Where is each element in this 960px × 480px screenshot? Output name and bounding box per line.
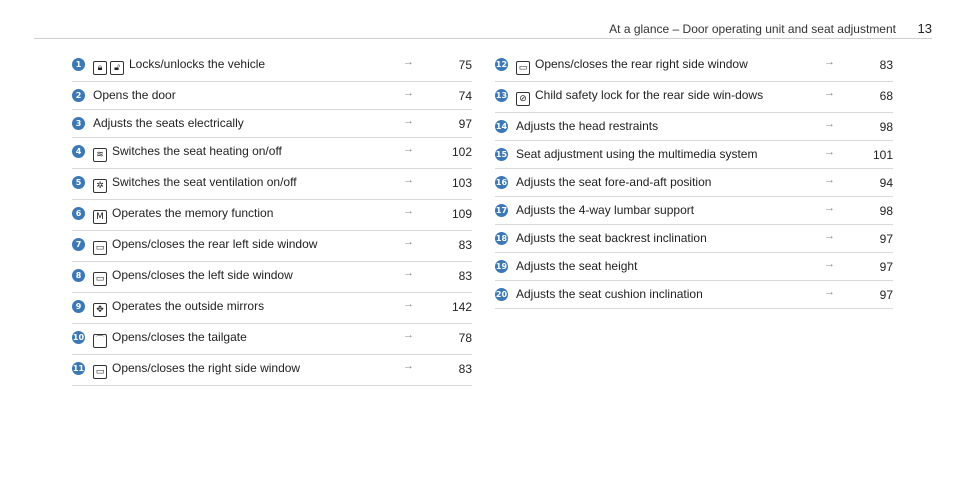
tailgate-icon: ⌒ — [93, 334, 107, 348]
arrow-right-icon: → — [403, 205, 414, 217]
legend-text — [516, 57, 893, 75]
legend-label: Adjusts the 4-way lumbar support — [516, 203, 695, 217]
legend-text — [93, 299, 472, 317]
page-reference[interactable]: 97 — [879, 232, 893, 246]
legend-row — [495, 169, 893, 197]
window-icon: ▭ — [93, 365, 107, 379]
page-reference[interactable]: 97 — [879, 260, 893, 274]
legend-text — [93, 361, 472, 379]
item-number-badge: 9 — [72, 300, 85, 313]
legend-row — [495, 225, 893, 253]
arrow-right-icon: → — [824, 202, 835, 214]
item-number-badge: 10 — [72, 333, 85, 342]
legend-label: Adjusts the seats electrically — [93, 116, 244, 130]
section-title: At a glance – Door operating unit and seat adjustment — [609, 22, 896, 36]
item-number-badge: 16 — [495, 178, 508, 187]
arrow-right-icon: → — [403, 56, 414, 68]
page-reference[interactable]: 142 — [451, 300, 472, 314]
legend-text — [93, 330, 472, 348]
legend-label: Operates the memory function — [112, 206, 274, 220]
legend-label: Opens/closes the right side window — [112, 361, 301, 375]
legend-row — [72, 231, 472, 262]
seat-heating-icon: ≋ — [93, 148, 107, 162]
legend-label: Switches the seat heating on/off — [112, 144, 282, 158]
page-reference[interactable]: 102 — [451, 145, 472, 159]
legend-label: Opens/closes the tailgate — [112, 330, 247, 344]
item-number-badge: 1 — [72, 58, 85, 71]
legend-label: Child safety lock for the rear side win-dows — [535, 88, 764, 102]
item-number-badge: 3 — [72, 117, 85, 130]
item-number-badge: 15 — [495, 150, 508, 159]
legend-row — [72, 169, 472, 200]
legend-text — [516, 119, 893, 134]
legend-label: Locks/unlocks the vehicle — [129, 57, 266, 71]
item-number-badge: 19 — [495, 262, 508, 271]
legend-label: Adjusts the seat height — [516, 259, 638, 273]
page-header — [34, 20, 932, 39]
item-number-badge: 8 — [72, 269, 85, 282]
legend-label: Adjusts the seat backrest inclination — [516, 231, 707, 245]
child-lock-icon: ⊘ — [516, 92, 530, 106]
legend-row — [495, 253, 893, 281]
item-number-badge: 20 — [495, 290, 508, 299]
item-number-badge: 14 — [495, 122, 508, 131]
page-reference[interactable]: 68 — [879, 89, 893, 103]
page-reference[interactable]: 78 — [458, 331, 472, 345]
arrow-right-icon: → — [824, 286, 835, 298]
legend-row — [72, 200, 472, 231]
legend-text — [516, 88, 893, 106]
legend-label: Opens the door — [93, 88, 176, 102]
arrow-right-icon: → — [403, 236, 414, 248]
memory-icon: M — [93, 210, 107, 224]
legend-text — [516, 287, 893, 302]
legend-text — [516, 175, 893, 190]
legend-label: Opens/closes the rear right side window — [535, 57, 748, 71]
unlock-icon: 🔓︎ — [110, 61, 124, 75]
page-reference[interactable]: 94 — [879, 176, 893, 190]
legend-text — [516, 231, 893, 246]
item-number-badge: 2 — [72, 89, 85, 102]
legend-text — [93, 57, 472, 75]
legend-text — [93, 175, 472, 193]
page-reference[interactable]: 98 — [879, 120, 893, 134]
legend-row — [495, 281, 893, 309]
legend-label: Operates the outside mirrors — [112, 299, 265, 313]
legend-row — [72, 293, 472, 324]
arrow-right-icon: → — [824, 146, 835, 158]
legend-text — [93, 237, 472, 255]
lock-icon: 🔒︎ — [93, 61, 107, 75]
arrow-right-icon: → — [403, 87, 414, 99]
arrow-right-icon: → — [403, 174, 414, 186]
item-number-badge: 4 — [72, 145, 85, 158]
legend-row — [72, 355, 472, 386]
legend-list-left — [72, 51, 472, 386]
legend-row — [72, 82, 472, 110]
legend-row — [72, 110, 472, 138]
legend-label: Seat adjustment using the multimedia system — [516, 147, 758, 161]
legend-text — [93, 268, 472, 286]
legend-list-right — [495, 51, 893, 309]
legend-row — [495, 141, 893, 169]
arrow-right-icon: → — [824, 87, 835, 99]
item-number-badge: 12 — [495, 60, 508, 69]
legend-row — [495, 197, 893, 225]
page-reference[interactable]: 98 — [879, 204, 893, 218]
page-reference[interactable]: 101 — [872, 148, 893, 162]
legend-text — [93, 116, 472, 131]
arrow-right-icon: → — [824, 174, 835, 186]
legend-label: Adjusts the seat cushion inclination — [516, 287, 703, 301]
legend-row — [495, 113, 893, 141]
item-number-badge: 5 — [72, 176, 85, 189]
arrow-right-icon: → — [403, 267, 414, 279]
page-number: 13 — [917, 21, 932, 36]
item-number-badge: 6 — [72, 207, 85, 220]
window-icon: ▭ — [93, 272, 107, 286]
legend-text — [516, 147, 893, 162]
legend-row — [495, 51, 893, 82]
item-number-badge: 11 — [72, 364, 85, 373]
item-number-badge: 13 — [495, 91, 508, 100]
arrow-right-icon: → — [403, 360, 414, 372]
legend-label: Opens/closes the rear left side window — [112, 237, 318, 251]
page-reference[interactable]: 75 — [458, 58, 472, 72]
legend-row — [72, 138, 472, 169]
item-number-badge: 18 — [495, 234, 508, 243]
arrow-right-icon: → — [403, 298, 414, 310]
window-icon: ▭ — [516, 61, 530, 75]
item-number-badge: 7 — [72, 238, 85, 251]
page-reference[interactable]: 83 — [458, 269, 472, 283]
legend-label: Adjusts the head restraints — [516, 119, 659, 133]
legend-text — [516, 259, 893, 274]
arrow-right-icon: → — [403, 143, 414, 155]
page-reference[interactable]: 83 — [458, 238, 472, 252]
legend-text — [516, 203, 893, 218]
arrow-right-icon: → — [824, 258, 835, 270]
page-reference[interactable]: 74 — [458, 89, 472, 103]
legend-label: Opens/closes the left side window — [112, 268, 293, 282]
window-icon: ▭ — [93, 241, 107, 255]
arrow-right-icon: → — [824, 118, 835, 130]
legend-text — [93, 88, 472, 103]
mirror-adjust-icon: ✥ — [93, 303, 107, 317]
page-reference[interactable]: 103 — [451, 176, 472, 190]
page-reference[interactable]: 83 — [458, 362, 472, 376]
arrow-right-icon: → — [824, 230, 835, 242]
legend-text — [93, 144, 472, 162]
arrow-right-icon: → — [403, 329, 414, 341]
legend-row — [72, 51, 472, 82]
legend-label: Adjusts the seat fore-and-aft position — [516, 175, 712, 189]
legend-row — [72, 324, 472, 355]
page-reference[interactable]: 97 — [458, 117, 472, 131]
legend-row — [495, 82, 893, 113]
page-reference[interactable]: 97 — [879, 288, 893, 302]
legend-text — [93, 206, 472, 224]
item-number-badge: 17 — [495, 206, 508, 215]
seat-ventilation-icon: ✲ — [93, 179, 107, 193]
page-reference[interactable]: 83 — [879, 58, 893, 72]
legend-label: Switches the seat ventilation on/off — [112, 175, 297, 189]
legend-row — [72, 262, 472, 293]
page-reference[interactable]: 109 — [451, 207, 472, 221]
arrow-right-icon: → — [824, 56, 835, 68]
arrow-right-icon: → — [403, 115, 414, 127]
